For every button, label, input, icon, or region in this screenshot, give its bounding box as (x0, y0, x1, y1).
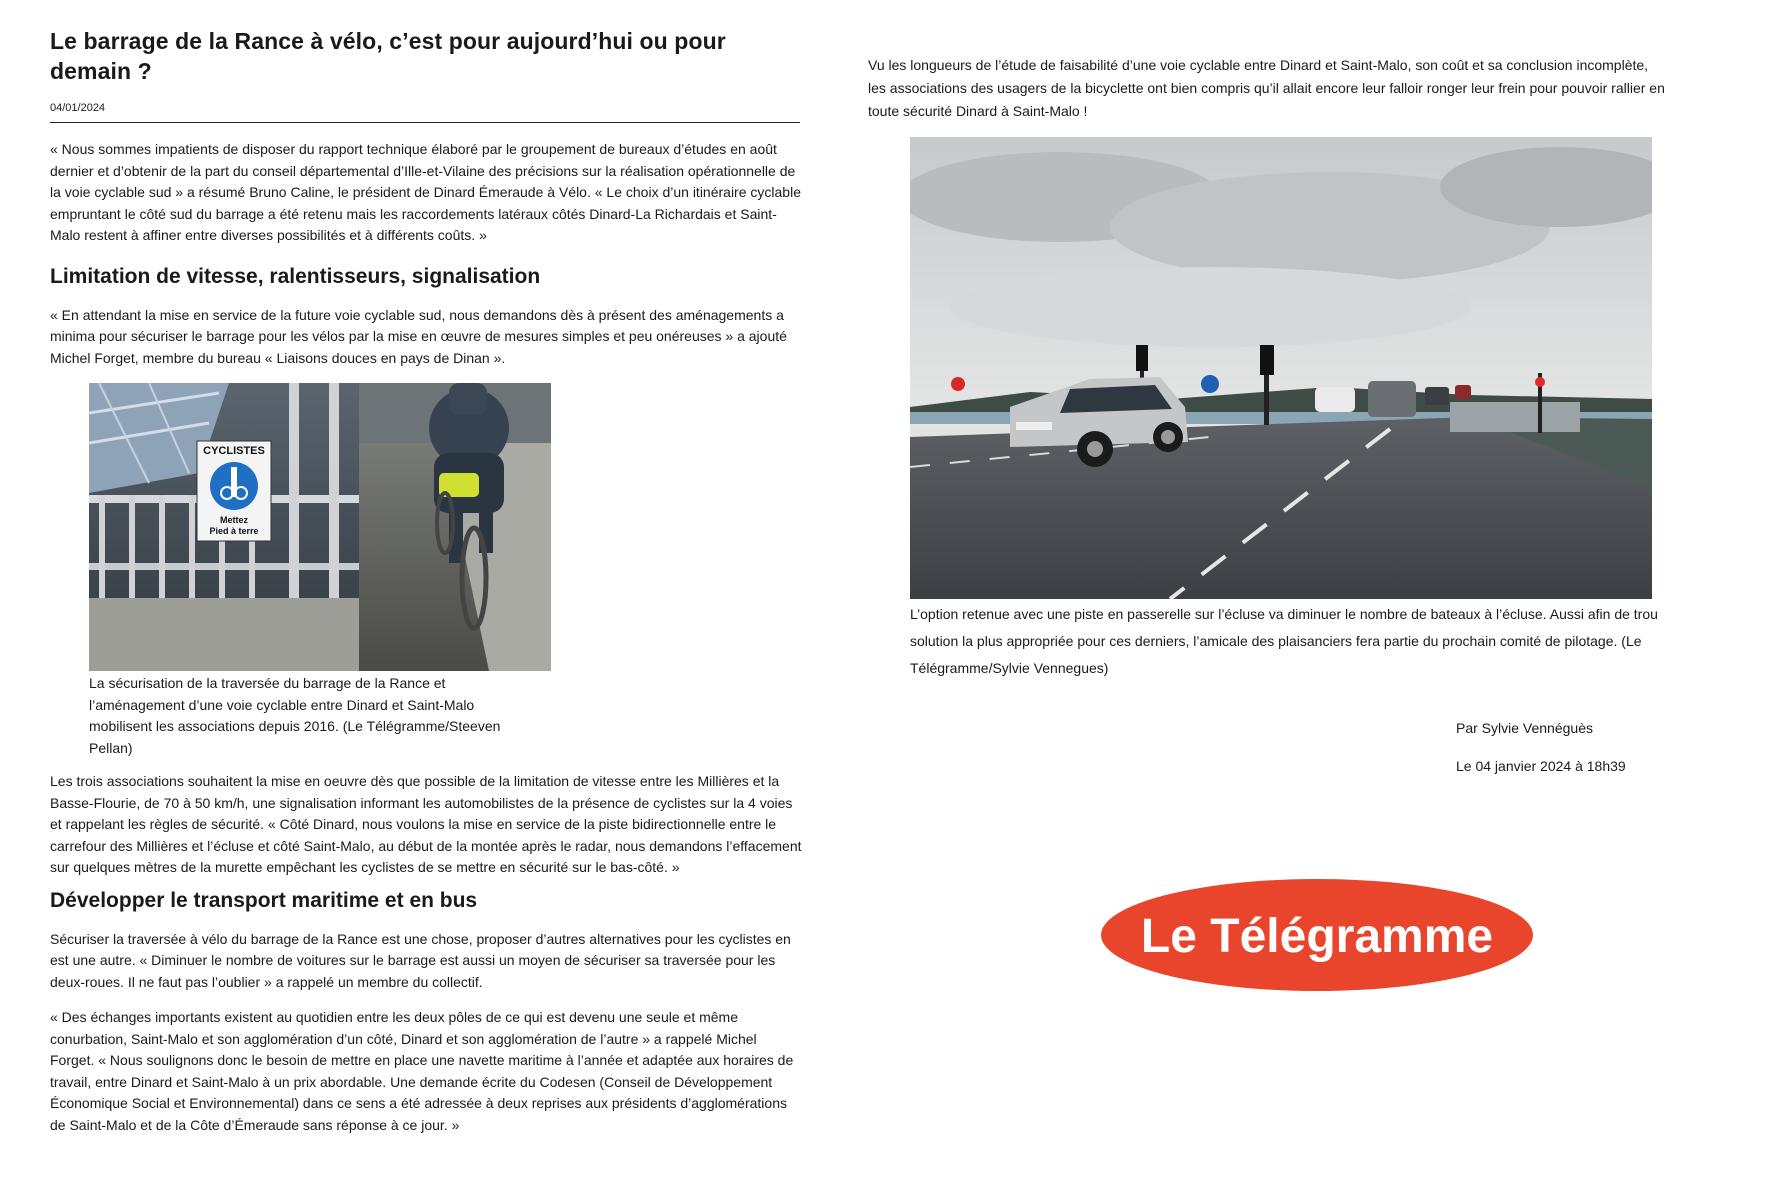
left-column (50, 26, 802, 1136)
right-column (868, 54, 1665, 785)
le-telegramme-logo (1100, 878, 1534, 992)
section-heading-speed: Limitation de vitesse, ralentisseurs, signalisation (50, 264, 541, 288)
barrage-caption-line1: L’option retenue avec une piste en passerelle sur l’écluse va diminuer le nombre de bateaux à l’écluse. Aussi afin de trou (910, 606, 1658, 622)
paragraph-speed: « En attendant la mise en service de la future voie cyclable sud, nous demandons dès à présent des aménagements a minima pour sécuriser le barrage pour les vélos par la mise en œuvre de mesures simples et peu onéreuses » a ajouté Michel Forget, membre du bureau « Liaisons douces en pays de Dinan ». (50, 306, 787, 366)
barrage-caption-line2: solution la plus appropriée pour ces derniers, l’amicale des plaisanciers fera partie du prochain comité de pilotage. (Le (910, 633, 1642, 649)
paragraph-navette: « Des échanges importants existent au quotidien entre les deux pôles de ce qui est devenu une seule et même conurbation, Saint-Malo et son agglomération d’un côté, Dinard et son agglomération de l’autre » a rappelé Michel Forget. « Nous soulignons donc le besoin de mettre en place une navette maritime à l’année et adaptée aux horaires de travail, entre Dinard et Saint-Malo à un prix abordable. Une demande écrite du Codesen (Conseil de Développement Économique Social et Environnemental) dans ce sens a été adressée à deux reprises aux présidents d’agglomérations de Saint-Malo et de la Côte d’Émeraude sans réponse à ce jour. » (50, 1009, 794, 1133)
sign-line1: Mettez (219, 515, 248, 525)
right-intro-paragraph: Vu les longueurs de l’étude de faisabilité d’une voie cyclable entre Dinard et Saint-Malo, son coût et sa conclusion incomplète, les associations des usagers de la bicyclette ont bien compris qu’il allait encore leur falloir ronger leur frein pour pouvoir rallier en toute sécurité Dinard à Saint-Malo ! (868, 57, 1665, 119)
barrage-road-illustration (910, 137, 1652, 599)
logo-ellipse (1100, 878, 1534, 992)
sign-title: CYCLISTES (203, 445, 265, 457)
article-date: 04/01/2024 (50, 102, 800, 123)
article-title: Le barrage de la Rance à vélo, c’est pour aujourd’hui ou pour demain ? (50, 28, 726, 84)
cyclist-photo (89, 383, 551, 671)
publication-timestamp: Le 04 janvier 2024 à 18h39 (1456, 758, 1626, 774)
sign-line2: Pied à terre (209, 526, 259, 536)
cyclist-photo-caption: La sécurisation de la traversée du barrage de la Rance et l’aménagement d’une voie cyclable entre Dinard et Saint-Malo mobilisent les associations depuis 2016. (Le Télégramme/Steeven Pellan) (89, 675, 501, 756)
barrage-photo-caption (910, 601, 1740, 682)
barrage-caption-line3: Télégramme/Sylvie Vennegues) (910, 660, 1109, 676)
author-byline: Par Sylvie Vennéguès (1456, 720, 1593, 736)
cyclist-photo-illustration (89, 383, 551, 671)
lead-paragraph: « Nous sommes impatients de disposer du rapport technique élaboré par le groupement de bureaux d’études en août dernier et d’obtenir de la part du conseil départemental d’Ille-et-Vilaine des précisions sur la réalisation opérationnelle de la voie cyclable sud » a résumé Bruno Caline, le président de Dinard Émeraude à Vélo. « Le choix d’un itinéraire cyclable empruntant le côté sud du barrage a été retenu mais les raccordements latéraux côtés Dinard-La Richardais et Saint-Malo restent à affiner entre diverses possibilités et à différents coûts. » (50, 141, 801, 243)
paragraph-associations: Les trois associations souhaitent la mise en oeuvre dès que possible de la limitation de vitesse entre les Millières et la Basse-Flourie, de 70 à 50 km/h, une signalisation informant les automobilistes de la présence de cyclistes sur la 4 voies et rappelant les règles de sécurité. « Côté Dinard, nous voulons la mise en service de la piste bidirectionnelle entre le carrefour des Millières et l’écluse et côté Saint-Malo, au début de la montée après le radar, nous demandons l’effacement sur quelques mètres de la murette empêchant les cyclistes de se mettre en sécurité sur le bas-côté. » (50, 773, 802, 875)
figure-cyclist (89, 383, 551, 759)
section-heading-transport: Développer le transport maritime et en bus (50, 888, 478, 912)
barrage-road-photo (910, 137, 1652, 599)
logo-text: Le Télégramme (1140, 910, 1494, 963)
byline-block (1456, 709, 1658, 785)
figure-barrage-road (910, 137, 1658, 682)
paragraph-transport: Sécuriser la traversée à vélo du barrage de la Rance est une chose, proposer d’autres alternatives pour les cyclistes en est une autre. « Diminuer le nombre de voitures sur le barrage est aussi un moyen de sécuriser sa traversée pour les deux-roues. Il ne faut pas l’oublier » a rappelé un membre du collectif. (50, 930, 791, 990)
